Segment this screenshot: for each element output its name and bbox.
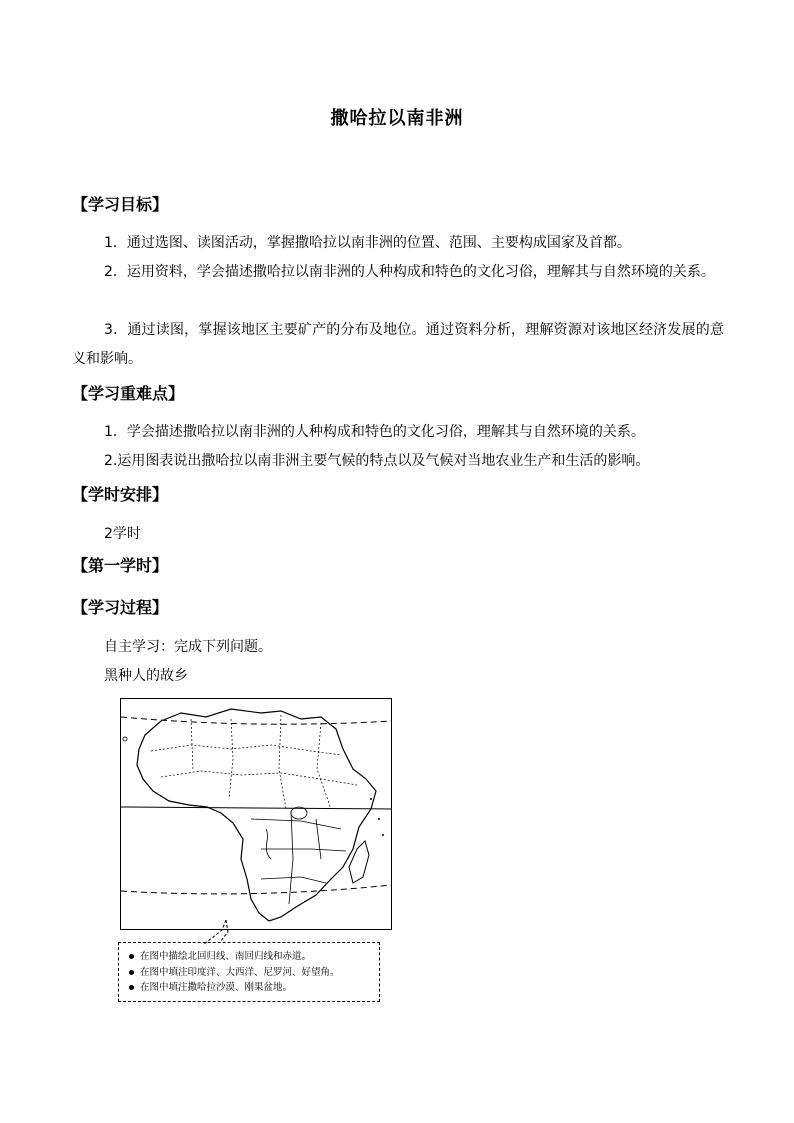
map-instructions-box bbox=[118, 942, 380, 1002]
goal-item-3: 3．通过读图，掌握该地区主要矿产的分布及地位。通过资料分析，理解资源对该地区经济发展的意义和影响。 bbox=[72, 322, 724, 367]
map-note-1 bbox=[129, 949, 379, 965]
africa-outline-map-icon bbox=[121, 699, 391, 929]
subtopic-text: 黑种人的故乡 bbox=[104, 668, 188, 684]
schedule-text: 2学时 bbox=[104, 526, 141, 542]
africa-map bbox=[120, 698, 392, 930]
bullet-icon bbox=[129, 954, 134, 959]
key-point-2: 2.运用图表说出撒哈拉以南非洲主要气候的特点以及气候对当地农业生产和生活的影响。 bbox=[104, 453, 650, 469]
map-note-text: 在图中填注印度洋、大西洋、尼罗河、好望角。 bbox=[140, 966, 340, 978]
schedule-heading: 【学时安排】 bbox=[72, 485, 169, 504]
page-title: 撒哈拉以南非洲 bbox=[330, 108, 464, 129]
key-points-heading: 【学习重难点】 bbox=[72, 384, 185, 403]
key-point-1: 1．学会描述撒哈拉以南非洲的人种构成和特色的文化习俗，理解其与自然环境的关系。 bbox=[104, 424, 645, 440]
self-study-text: 自主学习：完成下列问题。 bbox=[104, 639, 272, 655]
map-note-3 bbox=[129, 980, 379, 996]
process-heading: 【学习过程】 bbox=[72, 598, 169, 617]
goals-heading: 【学习目标】 bbox=[72, 195, 169, 214]
map-note-2 bbox=[129, 965, 379, 981]
goal-item-1: 1．通过选图、读图活动，掌握撒哈拉以南非洲的位置、范围、主要构成国家及首都。 bbox=[104, 235, 631, 251]
callout-pointer bbox=[200, 918, 230, 944]
map-note-text: 在图中描绘北回归线、南回归线和赤道。 bbox=[140, 951, 312, 962]
first-period-heading: 【第一学时】 bbox=[72, 556, 169, 575]
bullet-icon bbox=[129, 970, 134, 975]
goal-item-2: 2．运用资料，学会描述撒哈拉以南非洲的人种构成和特色的文化习俗，理解其与自然环境的关系。 bbox=[104, 264, 715, 280]
bullet-icon bbox=[129, 985, 134, 990]
map-note-text: 在图中填注撒哈拉沙漠、刚果盆地。 bbox=[140, 982, 293, 993]
